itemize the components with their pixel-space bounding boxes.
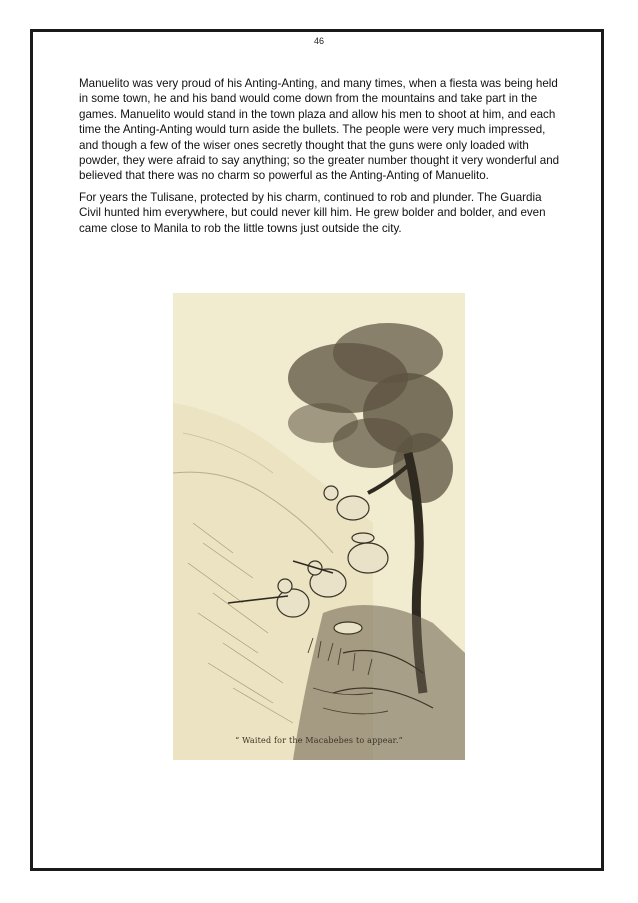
illustration — [173, 293, 465, 760]
page-number: 46 — [313, 36, 324, 46]
illustration-drawing — [173, 293, 465, 760]
paragraph-2: For years the Tulisane, protected by his charm, continued to rob and plunder. The Guardia Civil hunted him everywhere, but could never kill him. He grew bolder and bolder, and even came close to Manila to rob the little towns just outside the city. — [79, 190, 546, 235]
body-text — [79, 76, 565, 242]
illustration-caption: “ Waited for the Macabebes to appear.” — [235, 736, 403, 745]
paragraph-1: Manuelito was very proud of his Anting-Anting, and many times, when a fiesta was being held in some town, he and his band would come down from the mountains and take part in the games. Manuelito would stand in the town plaza and allow his men to shoot at him, and each time the Anting-Anting would turn aside the bullets. The people were very much impressed, and though a few of the wiser ones secretly thought that the guns were only loaded with powder, they were afraid to say anything; so the greater number thought it very wonderful and believed that there was no charm so powerful as the Anting-Anting of Manuelito. — [79, 77, 560, 183]
